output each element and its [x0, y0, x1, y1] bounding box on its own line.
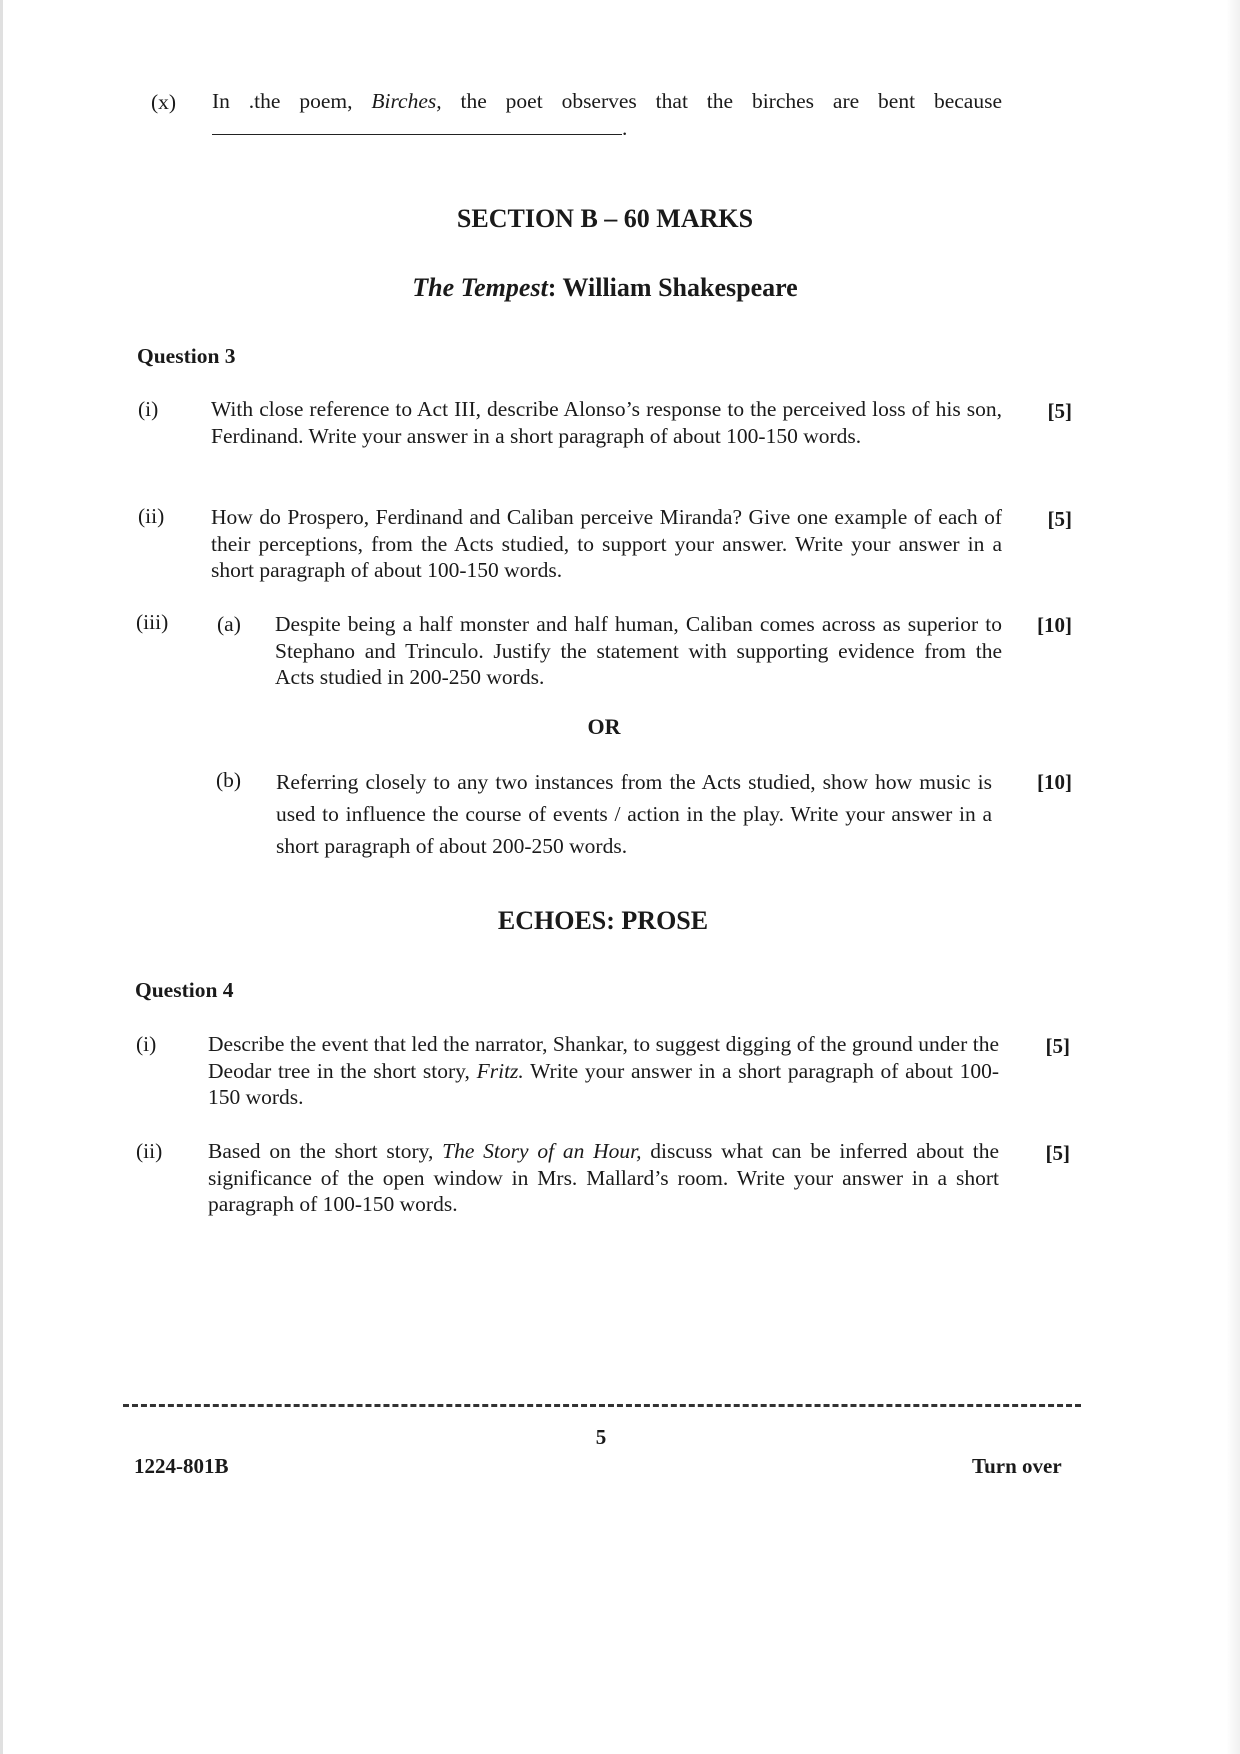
q4-i-number: (i)	[136, 1032, 157, 1056]
q4-ii-story-title: The Story of an Hour,	[442, 1139, 642, 1163]
question-4-label: Question 4	[135, 978, 234, 1002]
q4-ii-number: (ii)	[136, 1139, 163, 1163]
q3-iii-a-text: Despite being a half monster and half human, Caliban comes across as superior to Stephano and Trinculo. Justify the statement with supporting evidence from the Acts studied in 200-250 words.	[275, 612, 1002, 689]
q4-i-marks: [5]	[1045, 1034, 1070, 1058]
q3-ii-number: (ii)	[138, 504, 165, 528]
q3-iii-b-marks: [10]	[1037, 770, 1072, 794]
section-b-heading: SECTION B – 60 MARKS	[456, 204, 754, 233]
q3-iii-number: (iii)	[136, 610, 169, 634]
q3-iii-b-number: (b)	[216, 768, 242, 792]
q3-iii-a-marks: [10]	[1037, 613, 1072, 637]
q3-i-number: (i)	[138, 397, 159, 421]
q3-iii-a-number: (a)	[217, 612, 241, 636]
echoes-prose-heading: ECHOES: PROSE	[497, 906, 709, 935]
q3-iii-b-text: Referring closely to any two instances from the Acts studied, show how music is used to influence the course of events / action in the play. Write your answer in a short paragraph of about 200-250 words.	[276, 770, 992, 858]
answer-blank	[212, 116, 622, 135]
q4-ii-text-a: Based on the short story,	[208, 1139, 443, 1163]
scan-left-edge	[0, 0, 3, 1754]
q3-ii-marks: [5]	[1047, 507, 1072, 531]
footer-divider	[123, 1404, 1081, 1407]
question-3-label: Question 3	[137, 344, 236, 368]
page-number: 5	[595, 1425, 607, 1449]
q4-i-story-title: Fritz.	[476, 1058, 524, 1083]
scan-right-edge	[1226, 0, 1240, 1754]
q2x-number: (x)	[151, 90, 177, 114]
q4-ii-marks: [5]	[1045, 1141, 1070, 1165]
q2x-text	[212, 88, 1002, 141]
q4-i-text-b: Write your answer in a short paragraph of about 100-150 words.	[208, 1058, 999, 1109]
q2x-poem-title: Birches,	[371, 89, 442, 113]
q3-i-marks: [5]	[1047, 399, 1072, 423]
q2x-text-a: In .the poem,	[212, 89, 372, 113]
q4-ii-text-b: discuss what can be inferred about the significance of the open window in Mrs. Mallard’s room. Write your answer in a short paragraph of 100-150 words.	[208, 1139, 999, 1216]
turn-over-note: Turn over	[972, 1454, 1062, 1478]
play-author: : William Shakespeare	[547, 273, 798, 302]
q2x-text-b: the poet observes that the birches are bent because	[441, 89, 1002, 113]
paper-code: 1224-801B	[134, 1454, 229, 1478]
q3-ii-text: How do Prospero, Ferdinand and Caliban perceive Miranda? Give one example of each of their perceptions, from the Acts studied, to support your answer. Write your answer in a short paragraph of about 100-150 words.	[211, 505, 1002, 582]
q4-ii-text	[208, 1138, 999, 1218]
section-b-subheading	[0, 273, 1210, 303]
q2x-end: .	[622, 115, 628, 140]
or-separator: OR	[587, 714, 621, 739]
q4-i-text	[208, 1031, 999, 1111]
play-title: The Tempest	[412, 273, 548, 302]
q4-i-text-a: Describe the event that led the narrator, Shankar, to suggest digging of the ground under the Deodar tree in the short story,	[208, 1032, 999, 1083]
q3-i-text: With close reference to Act III, describe Alonso’s response to the perceived loss of his son, Ferdinand. Write your answer in a short paragraph of about 100-150 words.	[211, 397, 1002, 448]
